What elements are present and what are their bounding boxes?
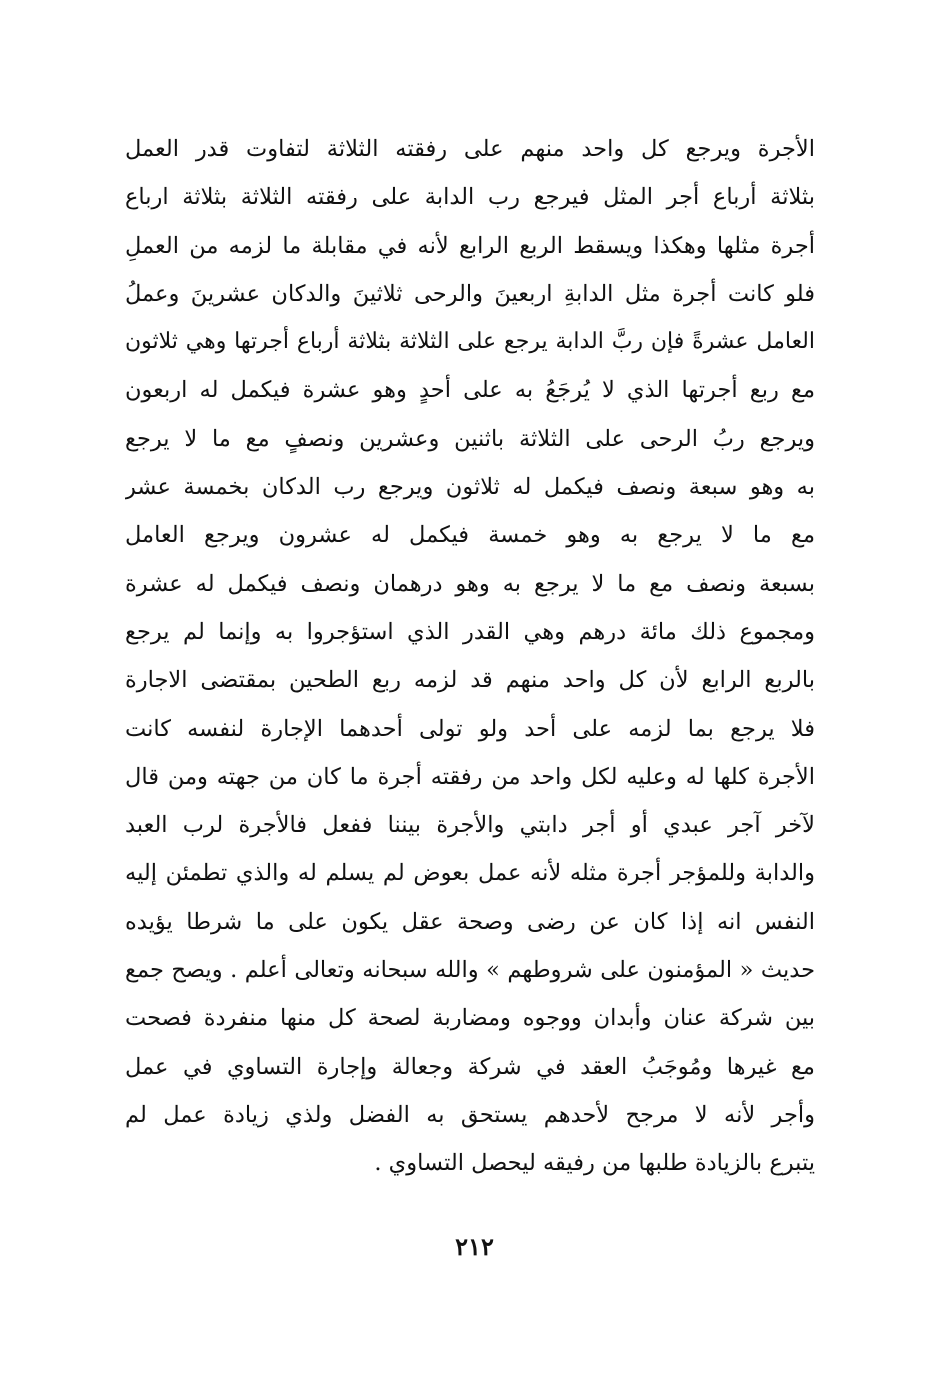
text-line-11: ومجموع ذلك مائة درهم وهي القدر الذي استؤجروا به وإنما لم يرجع <box>125 618 815 645</box>
text-line-17: النفس انه إذا كان عن رضى وصحة عقل يكون على ما شرطا يؤيده <box>125 908 815 935</box>
text-line-21: وأجر لأنه لا مرجح لأحدهم يستحق به الفضل ولذي زيادة عمل لم <box>125 1101 815 1128</box>
text-line-6: مع ربع أجرتها الذي لا يُرجَعُ به على أحدٍ وهو عشرة فيكمل له اربعون <box>125 377 815 404</box>
text-line-4: فلو كانت أجرة مثل الدابةِ اربعينَ والرحى ثلاثينَ والدكان عشرينَ وعملُ <box>125 280 815 307</box>
text-line-14: الأجرة كلها له وعليه لكل واحد من رفقته أجرة ما كان من جهته ومن قال <box>125 763 815 790</box>
text-line-1: الأجرة ويرجع كل واحد منهم على رفقته الثلاثة لتفاوت قدر العمل <box>125 136 815 162</box>
text-line-19: بين شركة عنان وأبدان ووجوه ومضاربة لصحة كل منها منفردة فصحت <box>125 1005 815 1032</box>
text-line-13: فلا يرجع بما لزمه على أحد ولو تولى أحدهما الإجارة لنفسه كانت <box>125 715 815 742</box>
text-line-10: بسبعة ونصف مع ما لا يرجع به وهو درهمان ونصف فيكمل له عشرة <box>125 570 815 597</box>
text-line-8: به وهو سبعة ونصف فيكمل له ثلاثون ويرجع رب الدكان بخمسة عشر <box>125 474 815 501</box>
text-line-22: يتبرع بالزيادة طلبها من رفيقه ليحصل التساوي . <box>374 1150 815 1177</box>
text-line-12: بالربع الرابع لأن كل واحد منهم قد لزمه ربع الطحين بمقتضى الاجارة <box>125 667 815 694</box>
text-line-5: العامل عشرةً فإن ربَّ الدابة يرجع على الثلاثة بثلاثة أرباع أجرتها وهي ثلاثون <box>125 329 815 355</box>
body-text <box>125 125 815 1188</box>
text-line-16: والدابة وللمؤجر أجرة مثله لأنه عمل بعوض لم يسلم له والذي تطمئن إليه <box>125 860 815 887</box>
page-number: ٢١٢ <box>455 1232 494 1261</box>
text-line-3: أجرة مثلها وهكذا ويسقط الربع الرابع لأنه في مقابلة ما لزمه من العملِ <box>125 232 815 259</box>
text-line-18: حديث « المؤمنون على شروطهم » والله سبحانه وتعالى أعلم . ويصح جمع <box>125 957 815 984</box>
text-line-7: ويرجع ربُ الرحى على الثلاثة باثنين وعشرين ونصفٍ مع ما لا يرجع <box>125 425 815 452</box>
text-line-15: لآخر آجر عبدي أو أجر دابتي والأجرة بيننا ففعل فالأجرة لرب العبد <box>125 812 815 839</box>
text-line-20: مع غيرها ومُوجَبُ العقد في شركة وجعالة وإجارة التساوي في عمل <box>125 1053 815 1080</box>
text-line-9: مع ما لا يرجع به وهو خمسة فيكمل له عشرون ويرجع العامل <box>125 522 815 549</box>
text-line-2: بثلاثة أرباع أجر المثل فيرجع رب الدابة على رفقته الثلاثة بثلاثة ارباع <box>125 184 815 211</box>
